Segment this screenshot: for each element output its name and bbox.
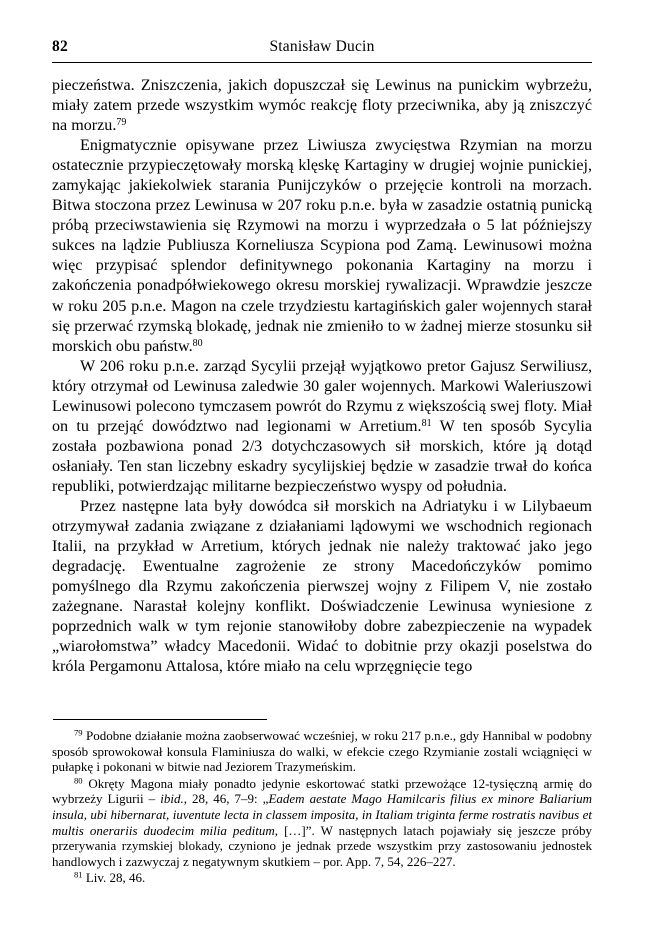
paragraph-3-text-before-note: W 206 roku p.n.e. zarząd Sycylii przejął wyjątkowo pretor Gajusz Serwiliusz, który otrzymał od Lewinusa zaledwie 30 galer wojennych. Markowi Waleriuszowi Lewinusowi polecono tymczasem powrót do Rzymu z większością swej floty. Miał on tu przejąć dowództwo nad legionami w Arretium. — [52, 357, 592, 435]
running-head — [52, 38, 592, 58]
footnote-80-italic-ibid: ibid. — [160, 791, 184, 807]
footnote-number-79: 79 — [74, 727, 83, 738]
paragraph-4-text: Przez następne lata były dowódca sił morskich na Adriatyku i w Lilybaeum otrzymywał zadania związane z działaniami lądowymi we wschodnich regionach Italii, na przykład w Arretium, których jednak nie należy traktować jako jego degradację. Ewentualne zagrożenie ze strony Macedończyków pomimo pomyślnego dla Rzymu zakończenia pierwszej wojny z Filipem V, nie zostało zażegnane. Narastał kolejny konflikt. Doświadczenie Lewinusa wyniesione z poprzednich walk w tym rejonie stanowiłoby dobre zabezpieczenie na wypadek „wiarołomstwa” władcy Macedonii. Widać to dobitnie przy okazji poselstwa do króla Pergamonu Attalosa, które miało na celu wprzęgnięcie tego — [52, 497, 592, 676]
footnote-ref-80[interactable]: 80 — [192, 337, 203, 349]
footnote-number-81: 81 — [74, 869, 83, 880]
footnote-ref-81[interactable]: 81 — [421, 417, 432, 429]
paragraph-1-text: pieczeństwa. Zniszczenia, jakich dopuszczał się Lewinus na punickim wybrzeżu, miały zatem przede wszystkim wymóc reakcję floty przeciwnika, aby ją zniszczyć na morzu. — [52, 77, 592, 135]
footnote-79 — [52, 728, 592, 775]
footnote-80-part3: , […]”. W następnych latach pojawiały się jeszcze próby przerywania rzymskiej blokady, czyniono je jednak przede wszystkim przy zastosowaniu jednostek handlowych i zazwyczaj z negatywnym skutkiem – por. App. 7, 54, 226–227. — [52, 822, 592, 869]
footnote-80-latin-quotation: Eadem aestate Mago Hamilcaris filius ex minore Baliarium insula, ubi hibernarat, iuventute lecta in classem imposita, in Italiam triginta ferme rostratis navibus et multis onerariis duodecim milia peditum — [52, 791, 593, 838]
paragraph-3 — [52, 357, 592, 497]
footnote-80-part1: Okręty Magona miały ponadto jedynie eskortować statki przewożące 12-tysięczną armię do wybrzeży Ligurii – — [52, 775, 593, 807]
footnotes-block — [52, 728, 592, 887]
running-head-title: Stanisław Ducin — [269, 38, 375, 55]
footnote-81-text: Liv. 28, 46. — [85, 870, 146, 886]
footnote-80-part2: , 28, 46, 7–9: „ — [183, 791, 269, 807]
footnote-ref-79[interactable]: 79 — [116, 117, 127, 129]
footnote-79-text: Podobne działanie można zaobserwować wcześniej, w roku 217 p.n.e., gdy Hannibal w podobny sposób sprowokował konsula Flaminiusza do walki, w efekcie czego Rzymianie zostali wciągnięci w pułapkę i pokonani w bitwie nad Jeziorem Trazymeńskim. — [52, 728, 592, 775]
paragraph-3-text-after-note: W ten sposób Sycylia została pozbawiona ponad 2/3 dotychczasowych sił morskich, które ją dotąd osłaniały. Ten stan liczebny eskadry sycylijskiej będzie w zasadzie trwał do końca republiki, potwierdzając militarne bezpieczeństwo wyspy od południa. — [52, 417, 592, 495]
paragraph-4 — [52, 497, 592, 677]
paragraph-2 — [52, 136, 592, 357]
paragraph-1 — [52, 76, 592, 136]
footnote-80 — [52, 776, 592, 870]
header-rule — [52, 62, 592, 63]
footnote-81 — [52, 870, 592, 886]
paragraph-2-text: Enigmatycznie opisywane przez Liwiusza zwycięstwa Rzymian na morzu ostatecznie przypieczętowały morską klęskę Kartaginy w drugiej wojnie punickiej, zamykając jakiekolwiek starania Punijczyków o przejęcie kontroli na morzach. Bitwa stoczona przez Lewinusa w 207 roku p.n.e. była w zasadzie ostatnią punicką próbą przeciwstawienia się Rzymowi na morzu i wyprzedzała o 5 lat późniejszy sukces na lądzie Publiusza Korneliusza Scypiona pod Zamą. Lewinusowi można więc przypisać splendor definitywnego pokonania Kartaginy na morzu i zakończenia ponadpółwiekowego okresu morskiej rywalizacji. Wprawdzie jeszcze w roku 205 p.n.e. Magon na czele trzydziestu kartagińskich galer wojennych starał się przerwać rzymską blokadę, jednak nie zmieniło to w żadnej mierze stosunku sił morskich obu państw. — [52, 137, 592, 355]
page-number: 82 — [52, 38, 68, 55]
footnote-number-80: 80 — [74, 775, 83, 786]
footnote-separator-rule — [53, 719, 267, 720]
body-text — [52, 76, 592, 677]
